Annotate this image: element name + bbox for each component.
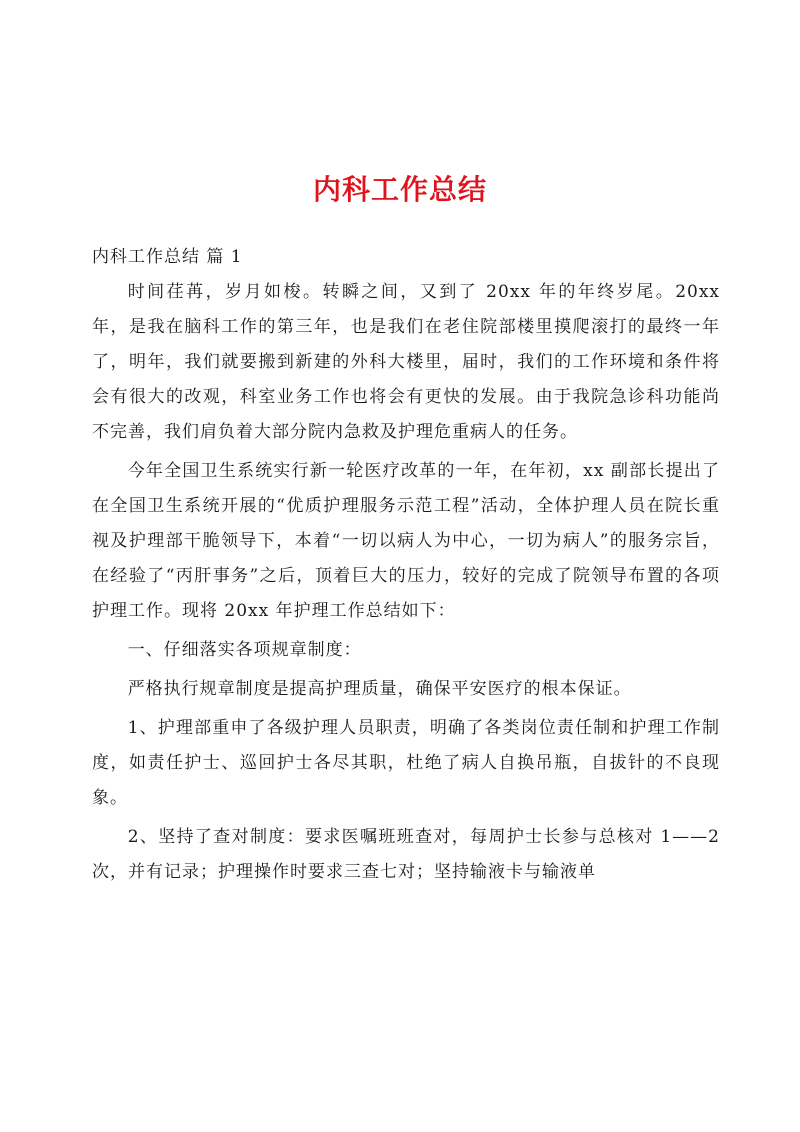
paragraph-rules: 严格执行规章制度是提高护理质量，确保平安医疗的根本保证。 [127, 679, 632, 699]
paragraph-item-2: 2、坚持了查对制度：要求医嘱班班查对，每周护士长参与总核对 1——2 次，并有记录；护理操作时要求三查七对；坚持输液卡与输液单 [92, 827, 720, 882]
paragraph-intro: 时间荏苒，岁月如梭。转瞬之间，又到了 20xx 年的年终岁尾。20xx 年，是我在脑科工作的第三年，也是我们在老住院部楼里摸爬滚打的最终一年了，明年，我们就要搬到新建的外科大楼里，届时，我们的工作环境和条件将会有很大的改观，科室业务工作也将会有更快的发展。由于我院急诊科功能尚不完善，我们肩负着大部分院内急救及护理危重病人的任务。 [92, 282, 720, 442]
paragraph-section-one-heading: 一、仔细落实各项规章制度： [127, 640, 362, 660]
section-heading: 内科工作总结 篇 1 [92, 247, 243, 267]
paragraph-item-1: 1、护理部重申了各级护理人员职责，明确了各类岗位责任制和护理工作制度，如责任护士、巡回护士各尽其职，杜绝了病人自换吊瓶，自拔针的不良现象。 [92, 718, 720, 808]
document-title: 内科工作总结 [312, 173, 487, 206]
document-body [92, 240, 720, 894]
paragraph-reform: 今年全国卫生系统实行新一轮医疗改革的一年，在年初，xx 副部长提出了在全国卫生系统开展的“优质护理服务示范工程”活动，全体护理人员在院长重视及护理部干脆领导下，本着“一切以病人为中心，一切为病人”的服务宗旨，在经验了“丙肝事务”之后，顶着巨大的压力，较好的完成了院领导布置的各项护理工作。现将 20xx 年护理工作总结如下： [92, 461, 720, 621]
